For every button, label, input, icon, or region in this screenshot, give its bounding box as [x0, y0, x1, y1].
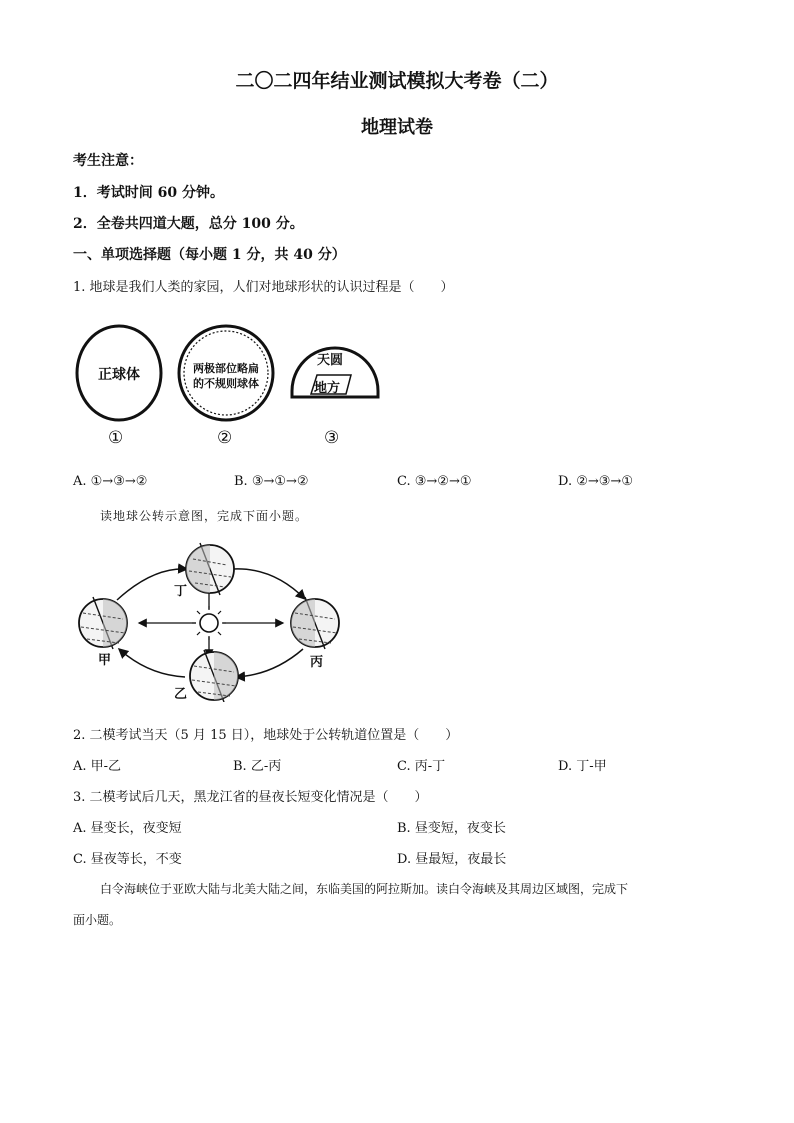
shape-sphere — [74, 323, 164, 423]
q2-option-d: D. 丁-甲 — [558, 759, 607, 774]
shape-dome-bottom: 地方 — [314, 381, 341, 396]
shape-oblate-line: 的不规则球体 — [193, 377, 259, 390]
q2-option-b: B. 乙-丙 — [233, 759, 282, 774]
orbit-label-yi: 乙 — [174, 687, 188, 702]
figure-label-2: ② — [217, 428, 233, 448]
intro-text: 读地球公转示意图，完成下面小题。 — [100, 509, 309, 523]
shape-dome-top: 天圆 — [317, 353, 344, 368]
q1-option-b: B. ③→①→② — [234, 474, 309, 489]
intro-text: 白令海峡位于亚欧大陆与北美大陆之间，东临美国的阿拉斯加。读白令海峡及其周边区域图，完成下 — [100, 882, 629, 896]
q3-option-a: A. 昼变长，夜变短 — [73, 821, 182, 836]
q3-option-d: D. 昼最短，夜最长 — [397, 852, 507, 867]
question-1-stem: 1. 地球是我们人类的家园，人们对地球形状的认识过程是（ ） — [73, 280, 454, 295]
q2-option-c: C. 丙-丁 — [397, 759, 446, 774]
q3-option-c: C. 昼夜等长，不变 — [73, 852, 182, 867]
q1-option-c: C. ③→②→① — [397, 474, 472, 489]
notice-heading: 考生注意： — [73, 153, 143, 169]
question-2-stem: 2. 二模考试当天（5 月 15 日），地球处于公转轨道位置是（ ） — [73, 728, 459, 743]
shape-dome — [289, 345, 381, 400]
shape-oblate — [176, 323, 276, 423]
q3-option-b: B. 昼变短，夜变长 — [397, 821, 506, 836]
shape-oblate-line: 两极部位略扁 — [193, 362, 259, 375]
notice-item: 1．考试时间 60 分钟。 — [73, 185, 224, 201]
q2-option-a: A. 甲-乙 — [73, 759, 122, 774]
orbit-diagram — [73, 537, 353, 702]
figure-label-1: ① — [108, 428, 124, 448]
q1-option-d: D. ②→③→① — [558, 474, 633, 489]
orbit-label-jia: 甲 — [98, 653, 112, 668]
q1-option-a: A. ①→③→② — [73, 474, 148, 489]
orbit-label-bing: 丙 — [310, 655, 324, 670]
notice-item: 2．全卷共四道大题，总分 100 分。 — [73, 216, 304, 232]
figure-label-3: ③ — [324, 428, 340, 448]
shape-sphere-text: 正球体 — [98, 367, 140, 383]
intro-text: 面小题。 — [73, 913, 122, 927]
exam-subtitle: 地理试卷 — [361, 117, 433, 138]
shape-oblate-text — [176, 361, 276, 391]
section-heading: 一、单项选择题（每小题 1 分，共 40 分） — [73, 247, 346, 263]
exam-title: 二〇二四年结业测试模拟大考卷（二） — [235, 70, 559, 92]
question-3-stem: 3. 二模考试后几天，黑龙江省的昼夜长短变化情况是（ ） — [73, 790, 428, 805]
orbit-label-ding: 丁 — [174, 584, 188, 599]
